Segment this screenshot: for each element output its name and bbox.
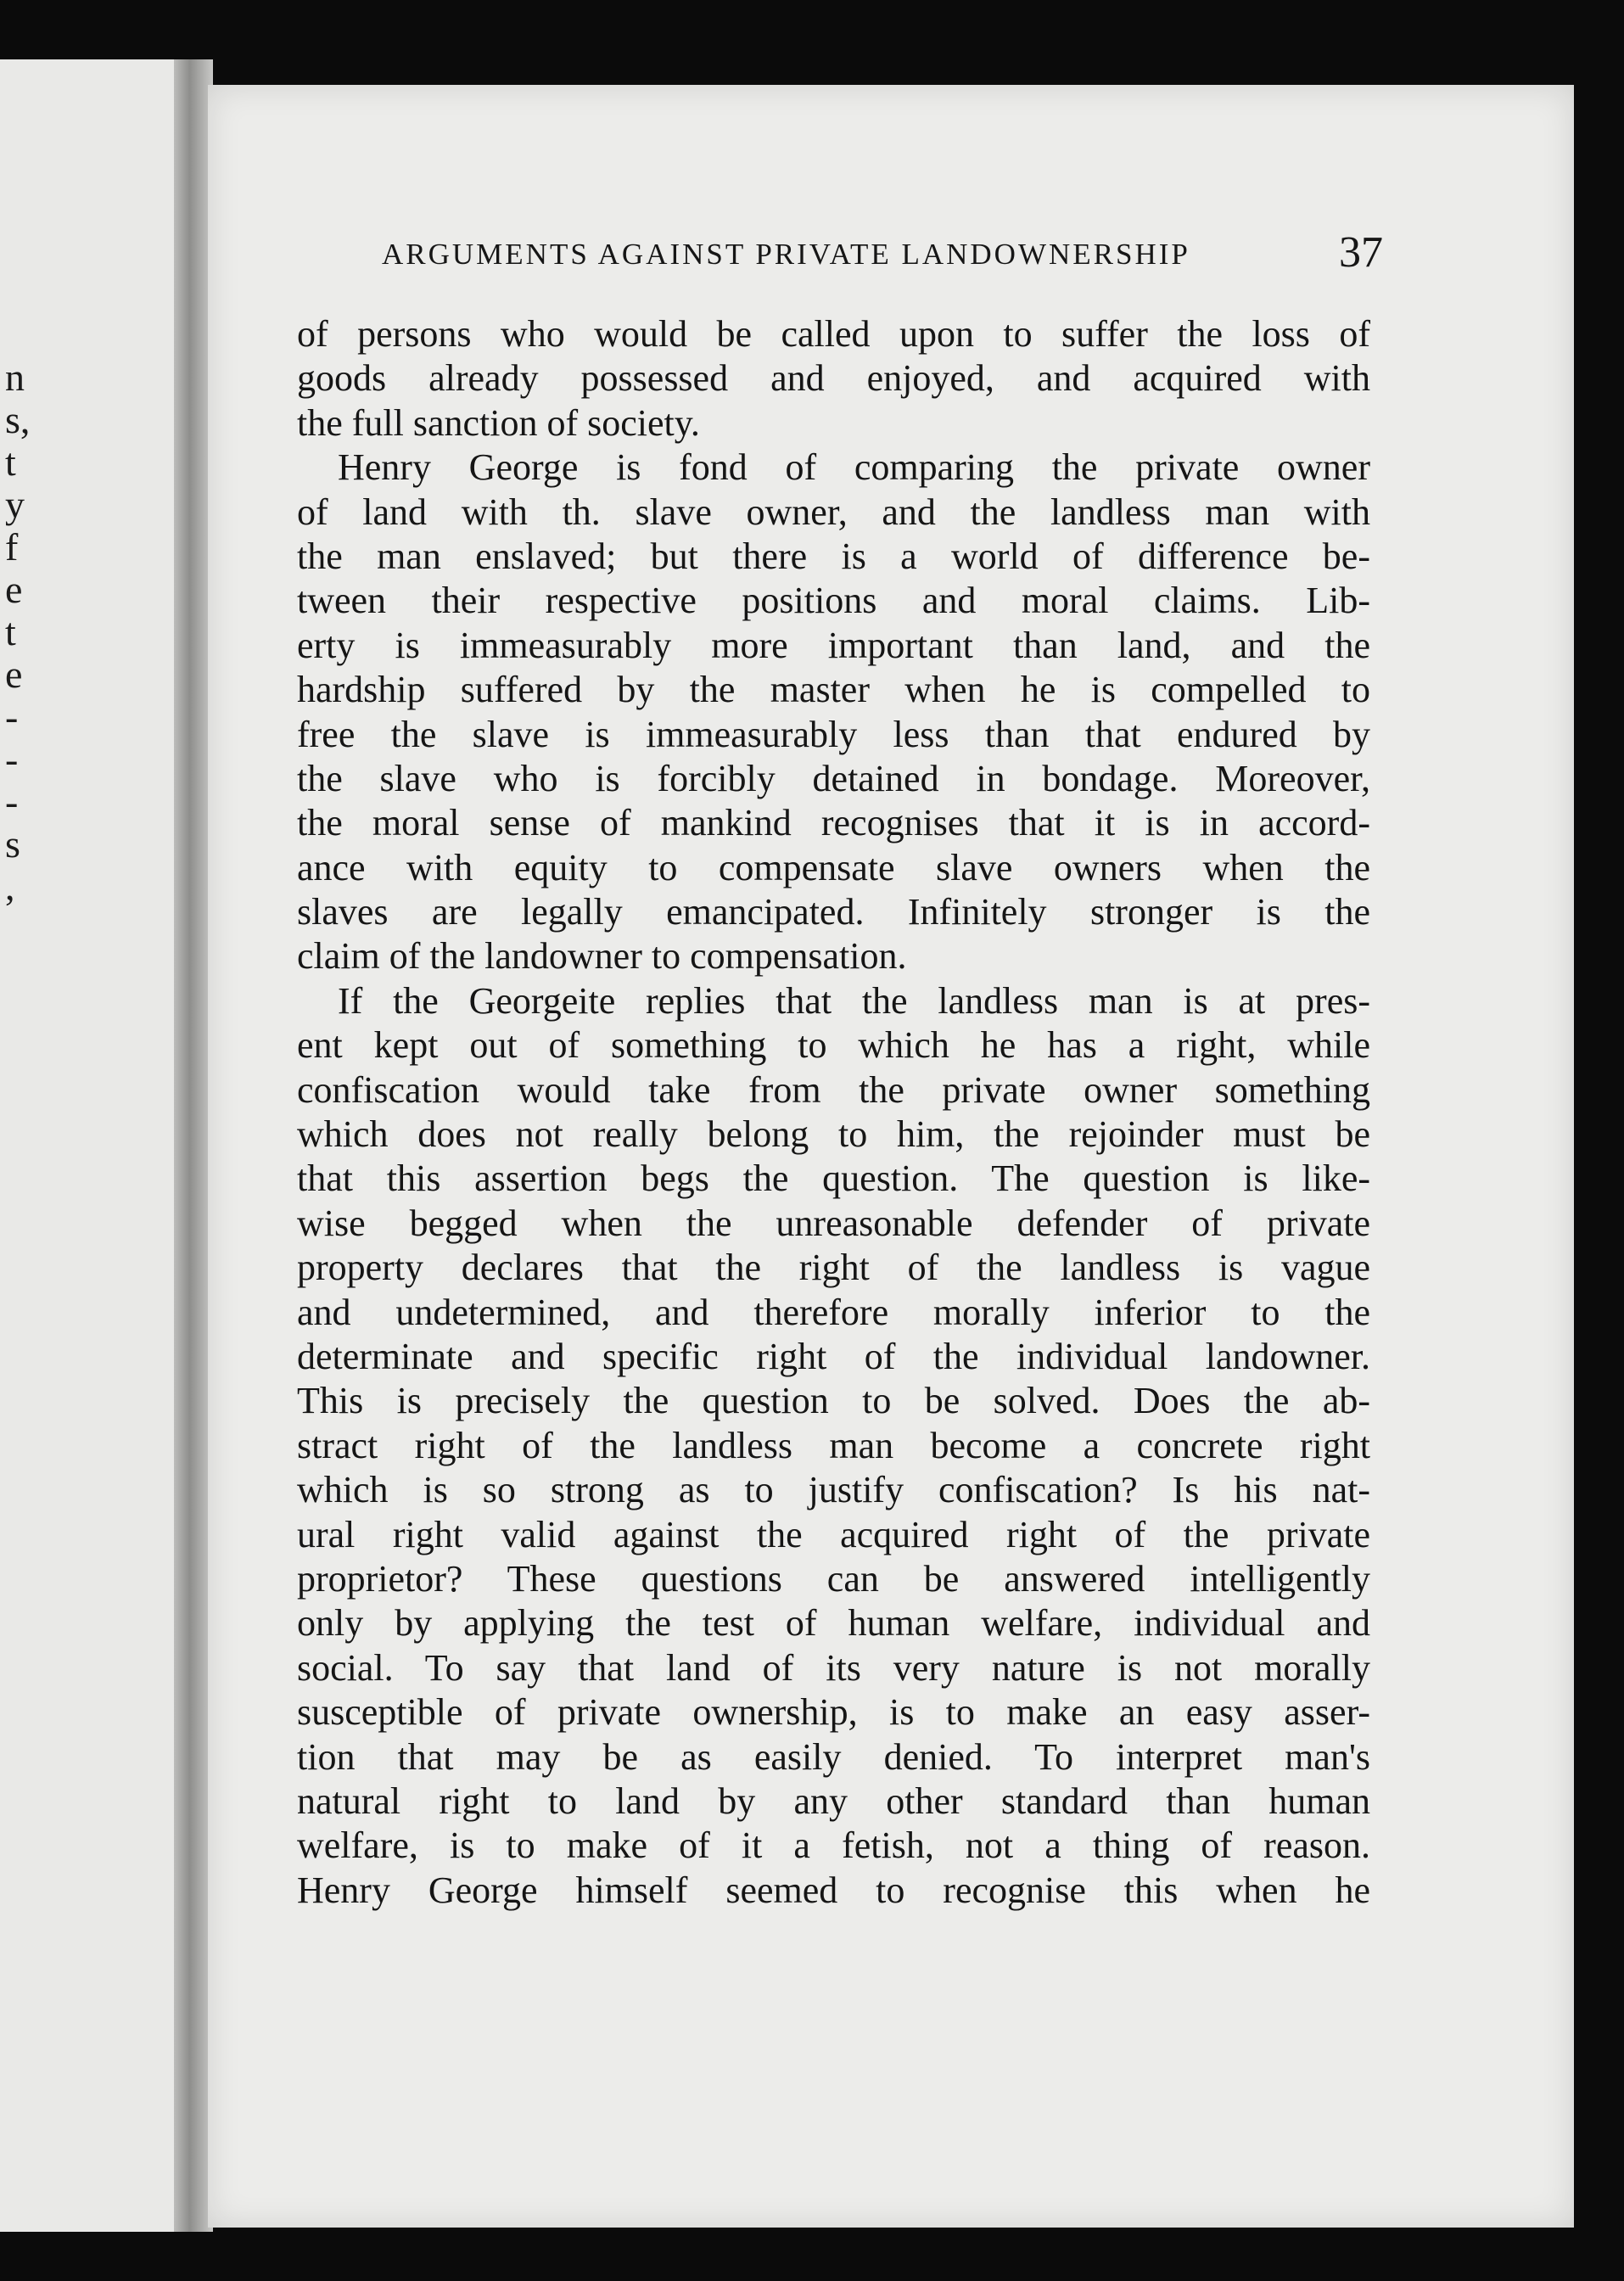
left-fragment: t <box>5 610 16 653</box>
text-line: of land with th. slave owner, and the landless man with <box>297 490 1370 533</box>
text-line: of persons who would be called upon to suffer the loss of <box>297 313 1370 355</box>
text-line: ance with equity to compensate slave owners when the <box>297 846 1370 888</box>
text-line: social. To say that land of its very nature is not morally <box>297 1646 1370 1689</box>
page-number: 37 <box>1339 228 1383 277</box>
text-line: the slave who is forcibly detained in bondage. Moreover, <box>297 757 1370 799</box>
text-line: wise begged when the unreasonable defender of private <box>297 1202 1370 1244</box>
left-fragment: e <box>5 568 23 611</box>
left-fragment: t <box>5 440 16 484</box>
text-line: Henry George himself seemed to recognise this when he <box>297 1869 1370 1911</box>
text-line: the moral sense of mankind recognises that it is in accord- <box>297 802 1370 844</box>
text-line: claim of the landowner to compensation. <box>297 935 907 978</box>
left-page-text-fragments <box>5 356 39 908</box>
left-fragment: - <box>5 780 19 823</box>
left-fragment: , <box>5 865 15 908</box>
text-line: natural right to land by any other standard than human <box>297 1779 1370 1822</box>
text-line: If the Georgeite replies that the landless man is at pres- <box>338 979 1370 1022</box>
text-line: This is precisely the question to be solved. Does the ab- <box>297 1380 1370 1422</box>
text-line: susceptible of private ownership, is to make an easy asser- <box>297 1691 1370 1734</box>
text-line: tween their respective positions and moral claims. Lib- <box>297 580 1370 622</box>
text-line: the full sanction of society. <box>297 401 700 444</box>
text-line: hardship suffered by the master when he is compelled to <box>297 669 1370 711</box>
left-fragment: e <box>5 653 23 696</box>
left-fragment: y <box>5 483 25 526</box>
text-line: welfare, is to make of it a fetish, not a thing of reason. <box>297 1824 1370 1867</box>
text-line: and undetermined, and therefore morally inferior to the <box>297 1291 1370 1333</box>
left-fragment: n <box>5 356 25 399</box>
text-line: erty is immeasurably more important than land, and the <box>297 624 1370 666</box>
left-fragment: s, <box>5 398 31 441</box>
text-line: stract right of the landless man become a concrete right <box>297 1424 1370 1466</box>
text-line: that this assertion begs the question. The question is like- <box>297 1157 1370 1200</box>
text-line: slaves are legally emancipated. Infinitely stronger is the <box>297 891 1370 933</box>
text-line: tion that may be as easily denied. To interpret man's <box>297 1735 1370 1778</box>
text-line: ent kept out of something to which he has a right, while <box>297 1024 1370 1067</box>
text-line: confiscation would take from the private owner something <box>297 1068 1370 1111</box>
left-page-edge <box>0 59 180 2232</box>
text-line: which is so strong as to justify confiscation? Is his nat- <box>297 1469 1370 1511</box>
body-text <box>297 312 1370 1913</box>
text-line: proprietor? These questions can be answered intelligently <box>297 1557 1370 1600</box>
text-line: which does not really belong to him, the rejoinder must be <box>297 1113 1370 1156</box>
page-header <box>382 227 1383 287</box>
text-line: the man enslaved; but there is a world of difference be- <box>297 535 1370 577</box>
left-fragment: f <box>5 525 19 569</box>
text-line: property declares that the right of the landless is vague <box>297 1247 1370 1289</box>
text-line: ural right valid against the acquired right of the private <box>297 1513 1370 1555</box>
left-fragment: - <box>5 737 19 781</box>
text-line: determinate and specific right of the individual landowner. <box>297 1335 1370 1377</box>
text-line: Henry George is fond of comparing the private owner <box>338 446 1370 489</box>
running-head: ARGUMENTS AGAINST PRIVATE LANDOWNERSHIP <box>382 238 1190 271</box>
left-fragment: s <box>5 822 20 866</box>
left-fragment: - <box>5 695 19 738</box>
text-line: goods already possessed and enjoyed, and acquired with <box>297 357 1370 400</box>
text-line: only by applying the test of human welfare, individual and <box>297 1602 1370 1645</box>
text-line: free the slave is immeasurably less than that endured by <box>297 713 1370 755</box>
